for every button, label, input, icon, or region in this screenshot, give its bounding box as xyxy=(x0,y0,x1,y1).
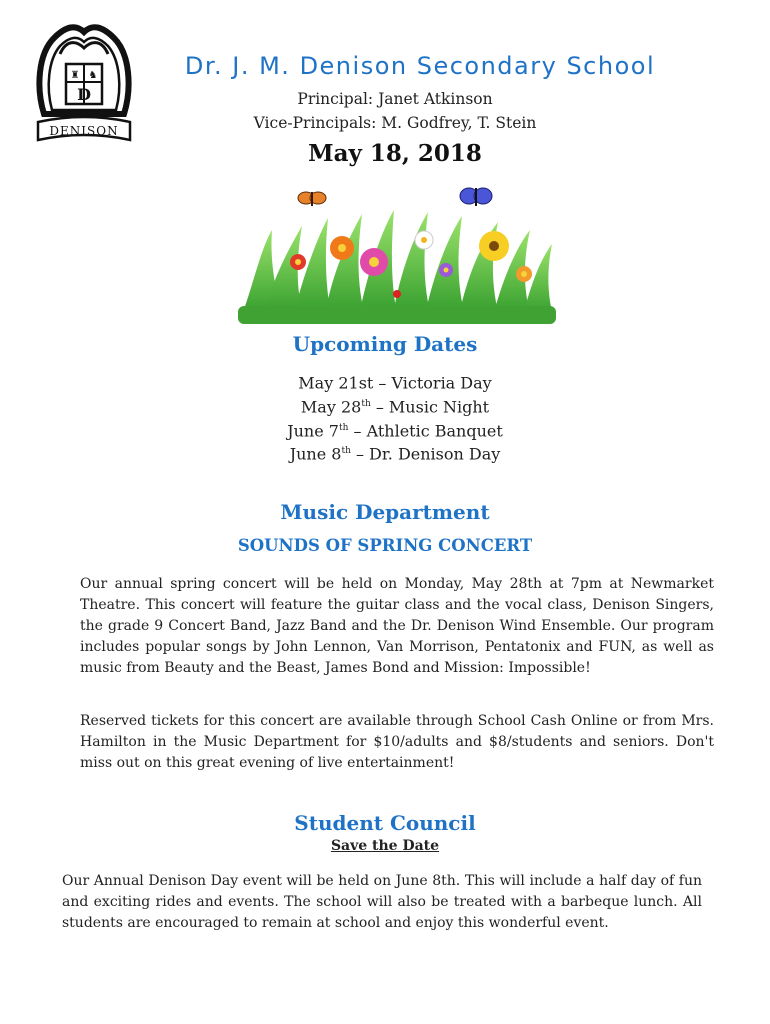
student-council-heading: Student Council xyxy=(294,811,476,835)
school-name: Dr. J. M. Denison Secondary School xyxy=(184,52,656,80)
list-item: May 21st – Victoria Day xyxy=(298,373,492,393)
save-the-date-subheading: Save the Date xyxy=(330,838,440,854)
svg-text:DENISON: DENISON xyxy=(49,124,119,138)
flower-pink-icon xyxy=(360,248,388,276)
newsletter-date: May 18, 2018 xyxy=(308,140,482,167)
flower-purple-icon xyxy=(439,263,453,277)
spring-concert-subheading: SOUNDS OF SPRING CONCERT xyxy=(237,536,533,555)
concert-description-paragraph: Our annual spring concert will be held on Monday, May 28th at 7pm at Newmarket Theatre. This concert will feature the guitar class and the vocal class, Denison Singers, the grade 9 Concert Band, Jazz Band and the Dr. Denison Wind Ensemble. Our program includes popular songs by John Lennon, Van Morrison, Pentatonix and FUN, as well as music from Beauty and the Beast, James Bond and Mission: Impossible! xyxy=(80,576,714,676)
svg-text:♜: ♜ xyxy=(70,70,80,81)
ladybug-icon xyxy=(393,290,401,298)
tickets-paragraph: Reserved tickets for this concert are available through School Cash Online or from Mrs. Hamilton in the Music Department for $10/adults and $8/students and seniors. Don't miss out on this great evening of live entertainment! xyxy=(80,713,714,771)
svg-text:D: D xyxy=(77,85,91,104)
music-department-heading: Music Department xyxy=(280,500,490,524)
school-crest-logo xyxy=(30,18,138,150)
flower-orange-icon xyxy=(330,236,354,260)
list-item: June 7th – Athletic Banquet xyxy=(287,420,503,440)
spring-meadow-illustration xyxy=(232,170,562,330)
principal-line: Principal: Janet Atkinson xyxy=(297,90,493,108)
flower-red-icon xyxy=(290,254,306,270)
upcoming-dates-heading: Upcoming Dates xyxy=(292,332,478,356)
flower-white-icon xyxy=(415,231,433,249)
denison-day-paragraph: Our Annual Denison Day event will be held on June 8th. This will include a half day of fun and exciting rides and events. The school will also be treated with a barbeque lunch. All students are encouraged to remain at school and enjoy this wonderful event. xyxy=(62,873,702,931)
flower-yellow-icon xyxy=(479,231,509,261)
butterfly-orange-icon xyxy=(298,192,326,206)
vice-principals-line: Vice-Principals: M. Godfrey, T. Stein xyxy=(253,114,537,132)
flower-orange-small-icon xyxy=(516,266,532,282)
svg-text:♞: ♞ xyxy=(88,70,98,81)
butterfly-blue-icon xyxy=(460,188,492,206)
upcoming-dates-list xyxy=(200,370,590,465)
list-item: June 8th – Dr. Denison Day xyxy=(289,444,501,464)
list-item: May 28th – Music Night xyxy=(300,397,490,417)
